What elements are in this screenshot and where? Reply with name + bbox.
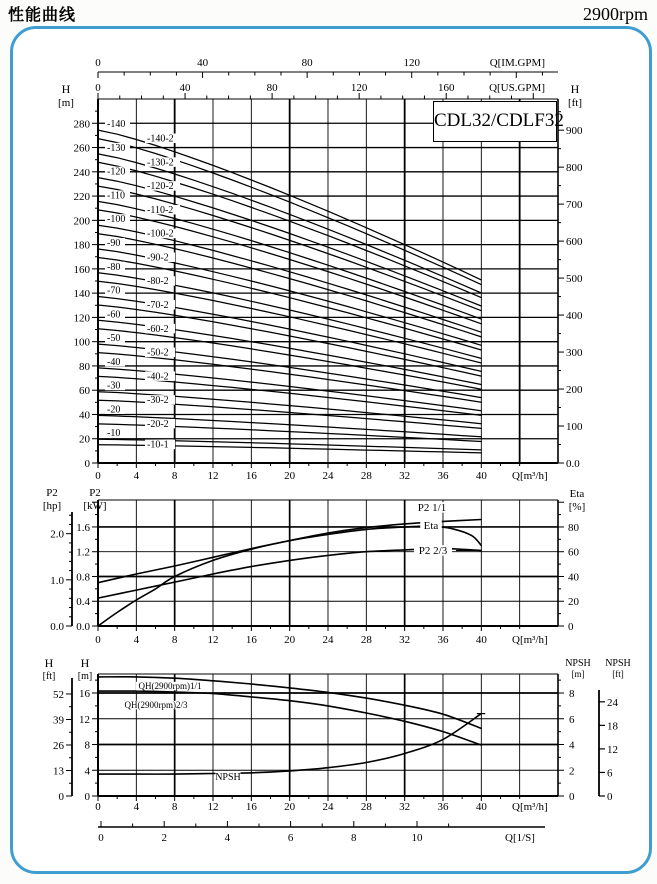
svg-text:26: 26 [53,739,64,752]
svg-text:Q[m³/h]: Q[m³/h] [512,801,548,813]
svg-text:180: 180 [73,239,90,252]
svg-text:40: 40 [475,634,487,646]
svg-text:100: 100 [566,421,583,434]
svg-text:280: 280 [73,118,90,131]
svg-text:-50: -50 [107,333,121,345]
svg-text:28: 28 [360,801,372,813]
svg-text:28: 28 [360,470,372,482]
svg-text:200: 200 [566,384,583,397]
svg-text:36: 36 [437,470,449,482]
svg-text:20: 20 [79,433,90,446]
svg-text:-60-2: -60-2 [147,323,169,335]
svg-text:32: 32 [399,470,411,482]
svg-text:[m]: [m] [58,97,74,109]
svg-text:P2 1/1: P2 1/1 [417,502,447,514]
svg-text:0: 0 [84,458,90,470]
svg-text:8: 8 [171,470,178,482]
svg-text:-10-1: -10-1 [147,439,169,451]
svg-text:NPSH: NPSH [215,772,241,783]
svg-text:36: 36 [437,634,449,646]
svg-text:0.4: 0.4 [76,596,90,609]
svg-text:P2: P2 [89,487,101,499]
svg-text:24: 24 [322,634,334,646]
svg-text:4: 4 [84,765,90,778]
svg-text:-120: -120 [107,166,126,178]
svg-text:600: 600 [566,236,583,249]
svg-text:8: 8 [171,634,178,646]
svg-text:-70-2: -70-2 [147,300,169,312]
svg-text:120: 120 [73,312,90,325]
svg-text:-30: -30 [107,380,121,392]
svg-text:20: 20 [284,801,296,813]
svg-text:700: 700 [566,199,583,212]
svg-text:28: 28 [360,634,372,646]
svg-text:8: 8 [569,688,575,700]
svg-text:-110: -110 [107,190,125,202]
svg-text:24: 24 [607,696,618,709]
svg-text:-80-2: -80-2 [147,276,169,288]
svg-text:140: 140 [73,288,90,301]
svg-text:P2 2/3: P2 2/3 [418,545,448,557]
svg-text:-30-2: -30-2 [147,395,169,407]
svg-text:160: 160 [73,263,90,276]
svg-text:2.0: 2.0 [50,528,64,541]
svg-text:-100-2: -100-2 [147,228,174,240]
svg-text:300: 300 [566,347,583,360]
svg-text:QH(2900rpm)1/1: QH(2900rpm)1/1 [138,681,202,691]
svg-text:36: 36 [437,801,449,813]
svg-text:H: H [570,82,580,96]
svg-text:4: 4 [133,470,140,482]
svg-text:0: 0 [95,57,101,69]
svg-text:800: 800 [566,162,583,175]
svg-text:[hp]: [hp] [42,500,62,512]
svg-text:0: 0 [84,791,90,803]
svg-text:0.0: 0.0 [76,621,90,633]
svg-text:1.6: 1.6 [76,521,90,534]
svg-text:0: 0 [98,832,104,844]
svg-text:0.0: 0.0 [566,458,580,470]
svg-text:220: 220 [73,191,90,204]
svg-text:80: 80 [79,360,90,373]
svg-text:160: 160 [437,82,455,94]
svg-text:0: 0 [568,621,574,633]
qh-npsh-chart [43,656,631,844]
svg-text:-140-2: -140-2 [147,133,174,145]
svg-text:900: 900 [566,125,583,138]
svg-text:-90-2: -90-2 [147,252,169,264]
svg-text:-40: -40 [107,356,121,368]
svg-text:-80: -80 [107,261,121,273]
svg-text:120: 120 [350,82,368,94]
svg-text:Eta: Eta [423,520,439,532]
svg-text:16: 16 [245,634,257,646]
svg-text:80: 80 [568,521,579,534]
svg-text:20: 20 [284,634,296,646]
svg-text:[m]: [m] [77,671,93,682]
svg-text:H: H [44,656,54,670]
svg-text:20: 20 [284,470,296,482]
svg-text:-130-2: -130-2 [147,157,174,169]
svg-text:4: 4 [133,634,140,646]
svg-text:39: 39 [53,714,64,727]
svg-text:260: 260 [73,142,90,155]
svg-text:-40-2: -40-2 [147,371,169,383]
rpm-label: 2900rpm [583,4,648,24]
svg-text:Q[1/S]: Q[1/S] [505,832,535,844]
svg-text:80: 80 [266,82,278,94]
svg-text:2: 2 [161,832,167,844]
svg-text:NPSH: NPSH [565,658,591,669]
svg-text:1.2: 1.2 [76,546,90,559]
svg-text:Q[IM.GPM]: Q[IM.GPM] [489,57,545,69]
svg-text:6: 6 [569,713,575,726]
svg-text:NPSH: NPSH [605,658,631,669]
svg-text:Q[m³/h]: Q[m³/h] [512,470,548,482]
svg-text:400: 400 [566,310,583,323]
svg-text:0: 0 [95,470,101,482]
svg-text:0.8: 0.8 [76,571,90,584]
svg-text:4: 4 [133,801,140,813]
svg-text:-60: -60 [107,309,121,321]
svg-text:8: 8 [84,739,90,752]
svg-text:13: 13 [53,765,64,778]
svg-text:0: 0 [607,791,613,803]
svg-text:60: 60 [568,546,579,559]
svg-text:1.0: 1.0 [50,574,64,587]
svg-text:240: 240 [73,166,90,179]
svg-text:[kW]: [kW] [83,500,107,512]
svg-text:0.0: 0.0 [50,621,64,633]
svg-text:16: 16 [245,470,257,482]
svg-text:Q[US.GPM]: Q[US.GPM] [489,82,545,94]
svg-text:24: 24 [322,801,334,813]
svg-text:32: 32 [399,801,411,813]
svg-text:Eta: Eta [569,488,585,500]
svg-text:20: 20 [568,596,579,609]
svg-text:80: 80 [301,57,313,69]
svg-text:-20: -20 [107,404,121,416]
model-label: CDL32/CDLF32 [433,101,557,142]
svg-text:[ft]: [ft] [567,97,583,109]
svg-text:12: 12 [207,470,219,482]
svg-text:-100: -100 [107,214,126,226]
svg-text:500: 500 [566,273,583,286]
power-efficiency-chart [43,487,585,646]
svg-text:-130: -130 [107,142,126,154]
svg-text:40: 40 [179,82,191,94]
svg-text:-90: -90 [107,237,121,249]
svg-text:4: 4 [224,832,231,844]
svg-text:120: 120 [403,57,420,69]
svg-text:32: 32 [399,634,411,646]
svg-text:8: 8 [171,801,178,813]
svg-text:-10: -10 [107,428,121,440]
svg-text:H: H [61,82,71,96]
svg-text:16: 16 [79,688,90,700]
svg-text:40: 40 [79,409,90,422]
svg-text:60: 60 [79,385,90,398]
svg-text:2: 2 [569,765,575,778]
svg-text:12: 12 [207,801,219,813]
svg-text:0: 0 [569,791,575,803]
svg-text:12: 12 [79,713,90,726]
svg-text:QH(2900rpm)2/3: QH(2900rpm)2/3 [124,700,188,710]
svg-text:24: 24 [322,470,334,482]
svg-text:40: 40 [475,801,487,813]
svg-text:40: 40 [568,571,579,584]
svg-text:0: 0 [58,791,64,803]
svg-text:12: 12 [207,634,219,646]
svg-text:0: 0 [95,82,101,94]
page-title: 性能曲线 [8,7,77,24]
svg-text:0: 0 [95,634,101,646]
svg-text:6: 6 [607,767,613,780]
svg-text:100: 100 [73,336,90,349]
svg-text:40: 40 [475,470,487,482]
svg-text:Q[m³/h]: Q[m³/h] [512,634,548,646]
svg-text:10: 10 [411,832,423,844]
svg-text:4: 4 [569,739,575,752]
svg-text:H: H [80,656,90,670]
svg-text:18: 18 [607,720,618,733]
svg-text:0: 0 [95,801,101,813]
svg-text:[ft]: [ft] [612,669,624,679]
svg-text:6: 6 [287,832,294,844]
svg-text:[ft]: [ft] [42,671,56,682]
svg-text:-70: -70 [107,285,121,297]
svg-text:-110-2: -110-2 [147,204,174,216]
svg-text:-50-2: -50-2 [147,347,169,359]
svg-text:P2: P2 [46,487,58,499]
svg-text:40: 40 [197,57,209,69]
svg-text:200: 200 [73,215,90,228]
svg-text:12: 12 [607,743,618,756]
svg-text:-140: -140 [107,119,126,131]
svg-text:-120-2: -120-2 [147,181,174,193]
svg-text:52: 52 [53,688,64,701]
svg-text:16: 16 [245,801,257,813]
svg-text:-20-2: -20-2 [147,418,169,430]
svg-text:[%]: [%] [568,501,586,513]
svg-text:8: 8 [351,832,357,844]
svg-text:[m]: [m] [571,669,585,679]
